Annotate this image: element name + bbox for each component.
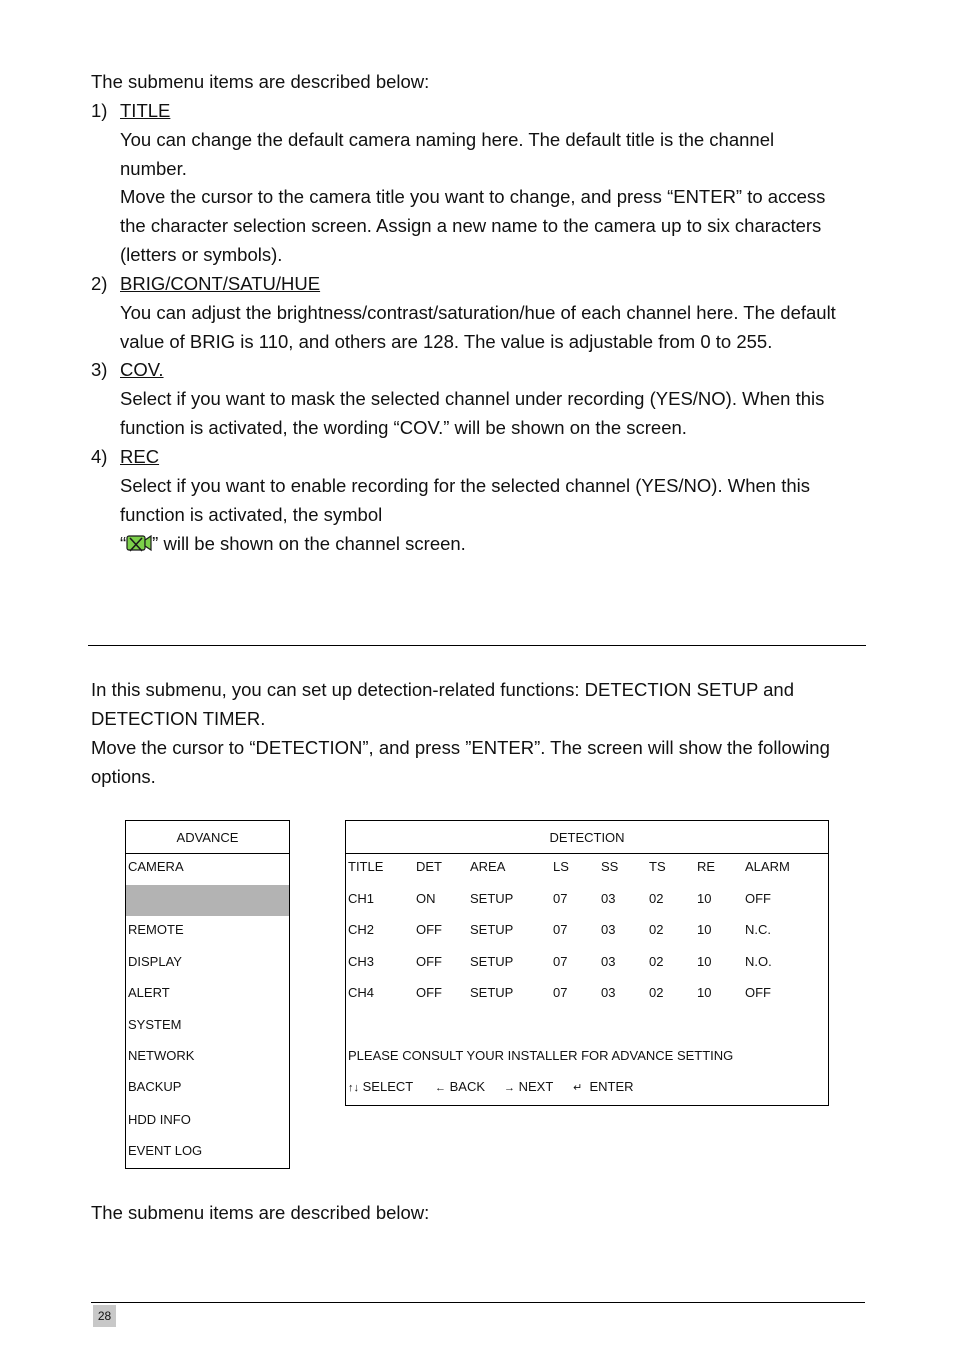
intro-text-2: The submenu items are described below:	[91, 1202, 430, 1223]
detection-intro-line: options.	[91, 766, 156, 787]
row-ch2-alarm[interactable]: N.C.	[745, 922, 771, 937]
item-line: Move the cursor to the camera title you want to change, and press “ENTER” to access	[120, 186, 826, 207]
column-header-title: TITLE	[348, 859, 384, 874]
row-ch2-title[interactable]: CH2	[348, 922, 375, 937]
row-ch3-area[interactable]: SETUP	[470, 954, 514, 969]
item-title-title: TITLE	[120, 100, 171, 121]
nav-enter	[573, 1079, 634, 1096]
row-ch4-ss[interactable]: 03	[601, 985, 616, 1000]
installer-note: PLEASE CONSULT YOUR INSTALLER FOR ADVANCE SETTING	[348, 1048, 734, 1063]
row-ch4-re[interactable]: 10	[697, 985, 712, 1000]
column-header-area: AREA	[470, 859, 506, 874]
detection-menu	[345, 820, 829, 1106]
row-ch1-area[interactable]: SETUP	[470, 891, 514, 906]
column-header-alarm: ALARM	[745, 859, 790, 874]
menu-item-detection-highlighted[interactable]	[126, 885, 289, 916]
item-line: Select if you want to mask the selected channel under recording (YES/NO). When this	[120, 388, 825, 409]
menu-item-system[interactable]: SYSTEM	[128, 1017, 182, 1032]
column-header-ts: TS	[649, 859, 666, 874]
row-ch3-ts[interactable]: 02	[649, 954, 664, 969]
menu-item-alert[interactable]: ALERT	[128, 985, 170, 1000]
column-header-ss: SS	[601, 859, 619, 874]
row-ch3-ls[interactable]: 07	[553, 954, 568, 969]
row-ch2-ss[interactable]: 03	[601, 922, 616, 937]
nav-next	[504, 1079, 553, 1096]
nav-next-label: NEXT	[518, 1079, 554, 1094]
row-ch1-ts[interactable]: 02	[649, 891, 664, 906]
row-ch2-area[interactable]: SETUP	[470, 922, 514, 937]
section-divider	[88, 645, 866, 646]
item-number: 2)	[91, 273, 108, 294]
item-line: function is activated, the wording “COV.” will be shown on the screen.	[120, 417, 687, 438]
record-camera-icon	[126, 532, 152, 561]
item-number: 3)	[91, 359, 108, 380]
row-ch3-re[interactable]: 10	[697, 954, 712, 969]
menu-item-camera[interactable]: CAMERA	[128, 859, 184, 874]
nav-enter-label: ENTER	[589, 1079, 634, 1094]
row-ch2-ls[interactable]: 07	[553, 922, 568, 937]
back-arrow-icon: ←	[435, 1082, 446, 1094]
row-ch2-det[interactable]: OFF	[416, 922, 442, 937]
row-ch1-ls[interactable]: 07	[553, 891, 568, 906]
menu-item-hdd-info[interactable]: HDD INFO	[128, 1112, 191, 1127]
select-arrows-icon: ↑↓	[348, 1082, 359, 1094]
detection-intro-line: DETECTION TIMER.	[91, 708, 266, 729]
item-title-brig: BRIG/CONT/SATU/HUE	[120, 273, 321, 294]
item-number: 1)	[91, 100, 108, 121]
item-title-rec: REC	[120, 446, 160, 467]
item-line: the character selection screen. Assign a new name to the camera up to six characters	[120, 215, 822, 236]
advance-menu-header: ADVANCE	[126, 821, 289, 854]
row-ch2-re[interactable]: 10	[697, 922, 712, 937]
row-ch1-ss[interactable]: 03	[601, 891, 616, 906]
footer-divider	[91, 1302, 865, 1303]
row-ch3-title[interactable]: CH3	[348, 954, 375, 969]
row-ch4-det[interactable]: OFF	[416, 985, 442, 1000]
row-ch1-det[interactable]: ON	[416, 891, 436, 906]
nav-select-label: SELECT	[362, 1079, 414, 1094]
enter-return-icon: ↵	[573, 1082, 583, 1094]
item-line: You can adjust the brightness/contrast/saturation/hue of each channel here. The default	[120, 302, 836, 323]
row-ch4-alarm[interactable]: OFF	[745, 985, 771, 1000]
item-line: (letters or symbols).	[120, 244, 283, 265]
row-ch3-alarm[interactable]: N.O.	[745, 954, 772, 969]
row-ch1-title[interactable]: CH1	[348, 891, 375, 906]
row-ch1-alarm[interactable]: OFF	[745, 891, 771, 906]
item-line: value of BRIG is 110, and others are 128. The value is adjustable from 0 to 255.	[120, 331, 773, 352]
item-line: Select if you want to enable recording for the selected channel (YES/NO). When this	[120, 475, 811, 496]
menu-item-event-log[interactable]: EVENT LOG	[128, 1143, 203, 1158]
menu-item-remote[interactable]: REMOTE	[128, 922, 184, 937]
item-number: 4)	[91, 446, 108, 467]
advance-menu	[125, 820, 290, 1169]
row-ch4-ts[interactable]: 02	[649, 985, 664, 1000]
column-header-re: RE	[697, 859, 716, 874]
menu-item-display[interactable]: DISPLAY	[128, 954, 182, 969]
row-ch4-ls[interactable]: 07	[553, 985, 568, 1000]
nav-back-label: BACK	[449, 1079, 486, 1094]
next-arrow-icon: →	[504, 1082, 515, 1094]
item-line: You can change the default camera naming here. The default title is the channel	[120, 129, 775, 150]
page-number: 28	[93, 1305, 116, 1327]
nav-select	[348, 1079, 413, 1096]
item-line: number.	[120, 158, 187, 179]
row-ch1-re[interactable]: 10	[697, 891, 712, 906]
detection-intro-line: In this submenu, you can set up detection-related functions: DETECTION SETUP and	[91, 679, 795, 700]
column-header-det: DET	[416, 859, 442, 874]
icon-line-suffix: ” will be shown on the channel screen.	[152, 533, 466, 554]
row-ch2-ts[interactable]: 02	[649, 922, 664, 937]
menu-item-network[interactable]: NETWORK	[128, 1048, 195, 1063]
row-ch3-ss[interactable]: 03	[601, 954, 616, 969]
detection-menu-header: DETECTION	[346, 821, 828, 854]
nav-back	[435, 1079, 485, 1096]
intro-text: The submenu items are described below:	[91, 71, 430, 92]
row-ch4-area[interactable]: SETUP	[470, 985, 514, 1000]
row-ch4-title[interactable]: CH4	[348, 985, 375, 1000]
quote-open: “	[120, 533, 127, 554]
item-line-icon	[120, 529, 880, 561]
detection-intro-line: Move the cursor to “DETECTION”, and press ”ENTER”. The screen will show the following	[91, 737, 830, 758]
menu-item-backup[interactable]: BACKUP	[128, 1079, 182, 1094]
item-line: function is activated, the symbol	[120, 504, 383, 525]
column-header-ls: LS	[553, 859, 569, 874]
row-ch3-det[interactable]: OFF	[416, 954, 442, 969]
item-title-cov: COV.	[120, 359, 164, 380]
